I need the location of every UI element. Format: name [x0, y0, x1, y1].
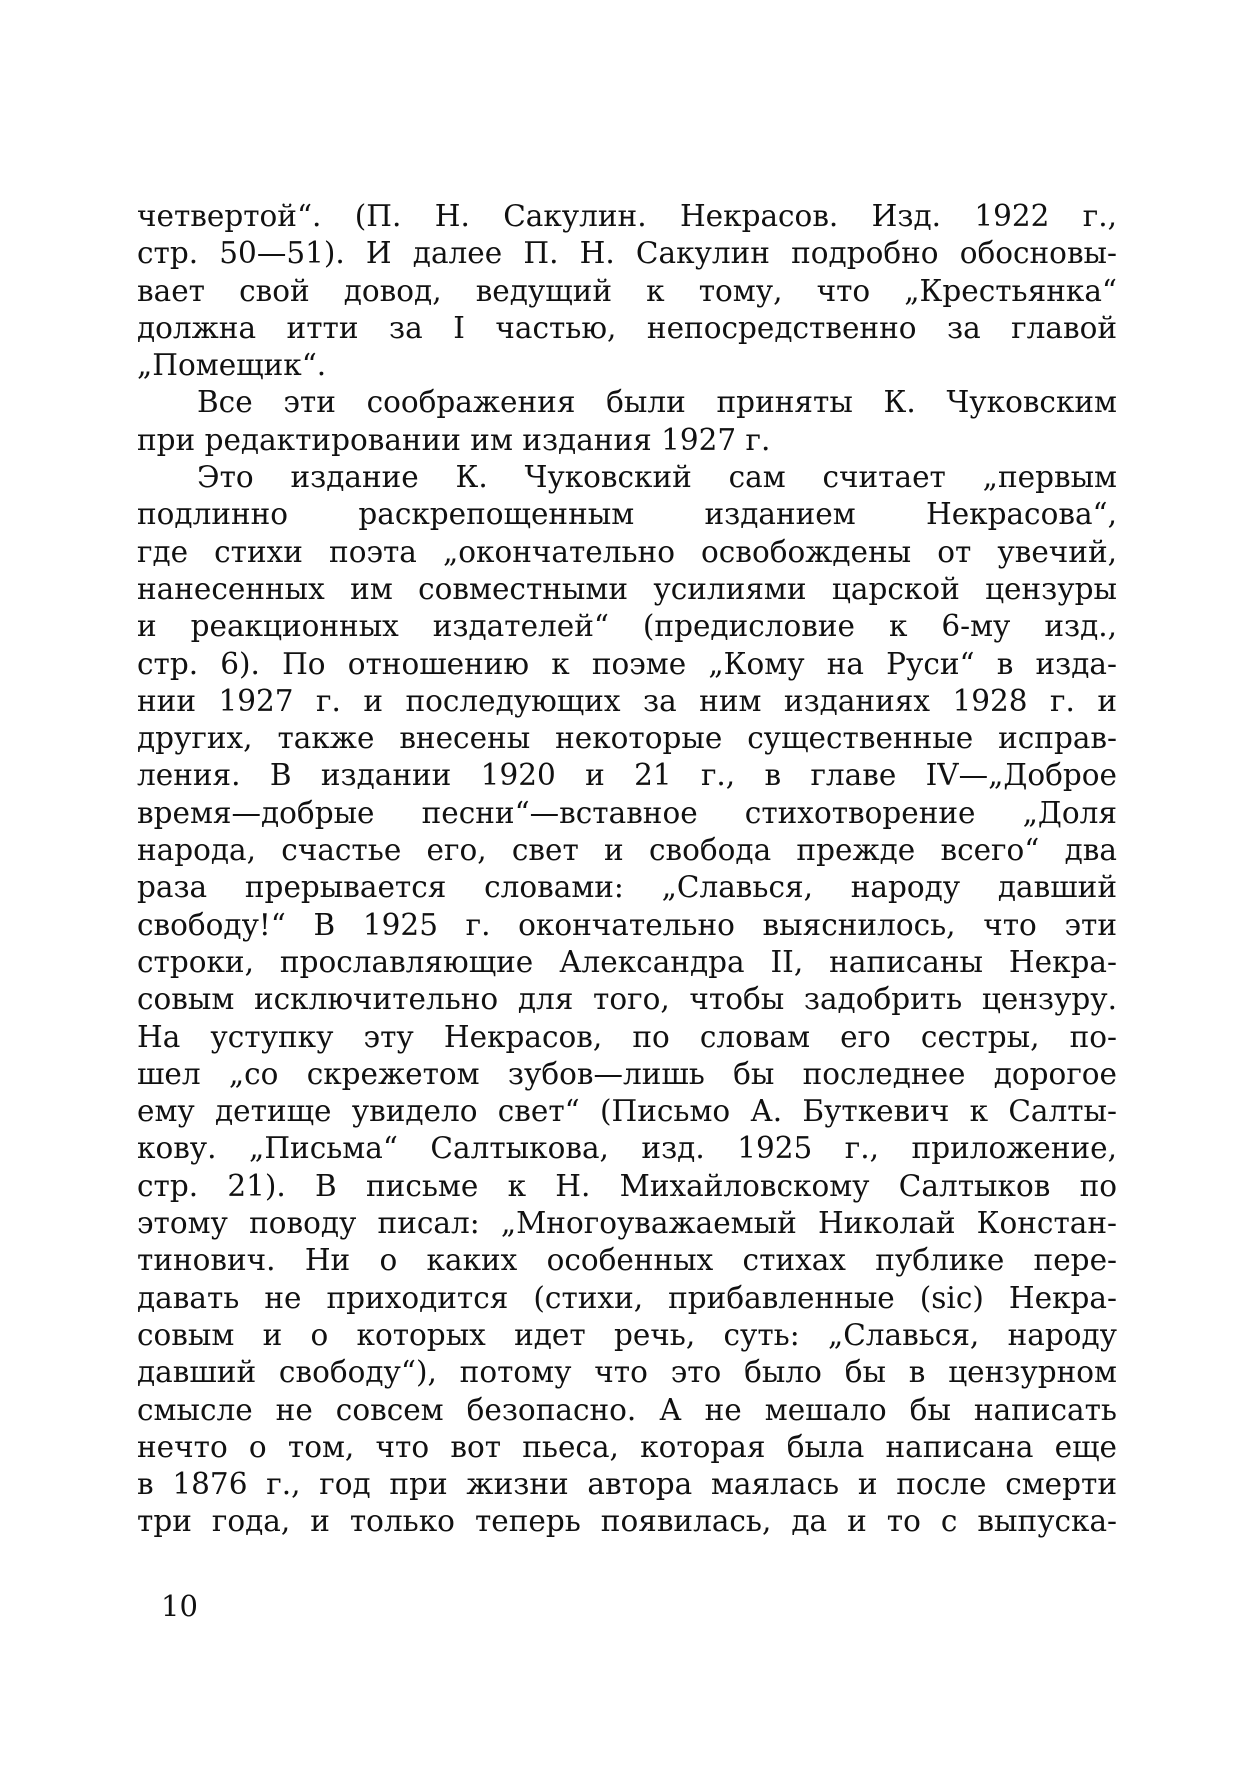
text-line: где стихи поэта „окончательно освобождены от увечий, — [137, 534, 1117, 569]
text-line: свободу!“ В 1925 г. окончательно выяснилось, что эти — [137, 907, 1117, 942]
text-line: в 1876 г., год при жизни автора маялась и после смерти — [137, 1467, 1117, 1502]
text-line: время—добрые песни“—вставное стихотворение „Доля — [137, 795, 1117, 830]
text-line: стр. 6). По отношению к поэме „Кому на Руси“ в изда- — [137, 646, 1117, 681]
text-line: совым исключительно для того, чтобы задобрить цензуру. — [137, 982, 1117, 1017]
text-line: этому поводу писал: „Многоуважаемый Николай Констан- — [137, 1206, 1117, 1241]
text-line: четвертой“. (П. Н. Сакулин. Некрасов. Изд. 1922 г., — [137, 199, 1117, 233]
text-line: кову. „Письма“ Салтыкова, изд. 1925 г., приложение, — [137, 1131, 1117, 1166]
text-line: нечто о том, что вот пьеса, которая была написана еще — [137, 1429, 1117, 1464]
text-line: совым и о которых идет речь, суть: „Славься, народу — [137, 1317, 1117, 1352]
text-line: ления. В издании 1920 и 21 г., в главе IV—„Доброе — [137, 758, 1117, 793]
text-line: нии 1927 г. и последующих за ним изданиях 1928 г. и — [137, 683, 1117, 718]
text-line: три года, и только теперь появилась, да и то с выпуска- — [137, 1504, 1117, 1539]
text-line: шел „со скрежетом зубов—лишь бы последнее дорогое — [137, 1056, 1117, 1091]
text-line: смысле не совсем безопасно. А не мешало бы написать — [137, 1392, 1117, 1427]
text-line: строки, прославляющие Александра II, написаны Некра- — [137, 944, 1117, 979]
text-line: вает свой довод, ведущий к тому, что „Крестьянка“ — [137, 273, 1117, 308]
text-line: раза прерывается словами: „Славься, народу давший — [137, 870, 1117, 905]
text-line: подлинно раскрепощенным изданием Некрасова“, — [137, 497, 1117, 532]
text-line: тинович. Ни о каких особенных стихах публике пере- — [137, 1243, 1117, 1278]
text-line: Это издание К. Чуковский сам считает „первым — [197, 460, 1117, 495]
text-line: народа, счастье его, свет и свобода прежде всего“ два — [137, 833, 1117, 868]
text-line: других, также внесены некоторые существенные исправ- — [137, 721, 1117, 756]
text-line: стр. 21). В письме к Н. Михайловскому Салтыков по — [137, 1168, 1117, 1203]
text-line: должна итти за I частью, непосредственно за главой — [137, 310, 1117, 345]
text-line: давший свободу“), потому что это было бы в цензурном — [137, 1355, 1117, 1390]
body-text — [137, 198, 1117, 1541]
text-line: „Помещик“. — [137, 348, 327, 383]
text-line: и реакционных издателей“ (предисловие к 6-му изд., — [137, 609, 1117, 644]
text-line: стр. 50—51). И далее П. Н. Сакулин подробно обосновы- — [137, 236, 1117, 271]
page-number: 10 — [161, 1589, 198, 1623]
text-line: Все эти соображения были приняты К. Чуковским — [197, 385, 1117, 420]
text-line: На уступку эту Некрасов, по словам его сестры, по- — [137, 1019, 1117, 1054]
text-line: ему детище увидело свет“ (Письмо А. Буткевич к Салты- — [137, 1094, 1117, 1129]
text-line: давать не приходится (стихи, прибавленные (sic) Некра- — [137, 1280, 1117, 1315]
text-line: нанесенных им совместными усилиями царской цензуры — [137, 571, 1117, 606]
text-line: при редактировании им издания 1927 г. — [137, 422, 771, 457]
